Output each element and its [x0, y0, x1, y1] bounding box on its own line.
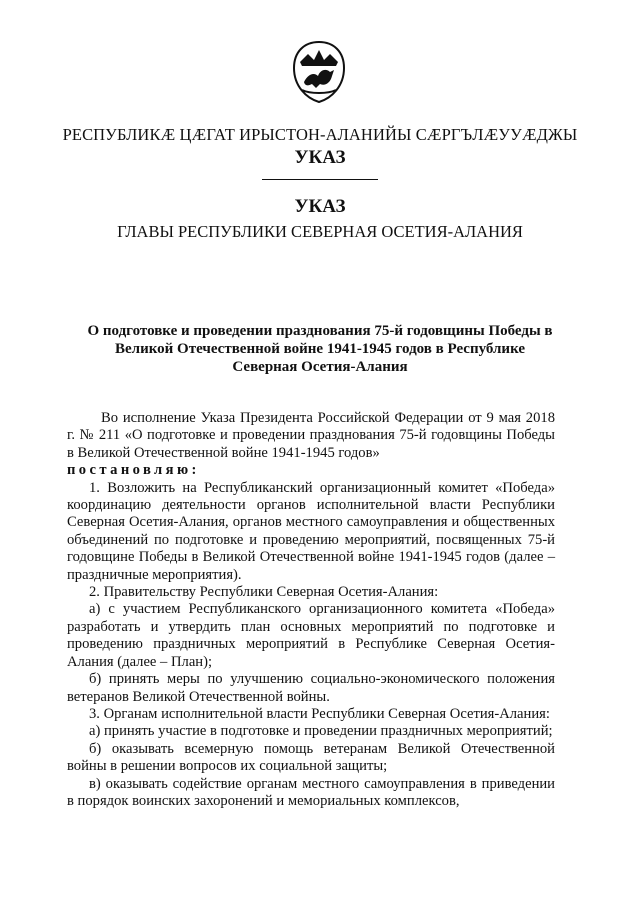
decree-title-line: Великой Отечественной войне 1941-1945 годов в Республике [114, 341, 526, 357]
russian-title: УКАЗ [294, 196, 346, 217]
coat-of-arms-icon [290, 40, 348, 104]
decree-title [80, 322, 560, 376]
decree-body [67, 410, 555, 810]
paragraph-3: 3. Органам исполнительной власти Республики Северная Осетия-Алания: [89, 705, 550, 722]
ossetian-title: УКАЗ [294, 147, 346, 168]
divider [262, 179, 378, 180]
paragraph-2b: б) принять меры по улучшению социально-экономического положения ветеранов Великой Отечественной войны. [67, 671, 555, 705]
paragraph-3b: б) оказывать всемерную помощь ветеранам Великой Отечественной войны в решении вопросов их социальной защиты; [67, 740, 555, 775]
decree-title-line: Северная Осетия-Алания [232, 359, 408, 375]
paragraph-3c: в) оказывать содействие органам местного самоуправления в приведении в порядок воинских захоронений и мемориальных комплексов, [67, 775, 555, 809]
issuer-subtitle: ГЛАВЫ РЕСПУБЛИКИ СЕВЕРНАЯ ОСЕТИЯ-АЛАНИЯ [117, 222, 523, 241]
ossetian-header: РЕСПУБЛИКӔ ЦӔГАТ ИРЫСТОН-АЛАНИЙЫ СӔРГЪЛӔУУӔДЖЫ [62, 125, 578, 144]
resolve-word: постановляю: [67, 462, 200, 479]
preamble: Во исполнение Указа Президента Российской Федерации от 9 мая 2018 г. № 211 «О подготовке и проведении празднования 75-й годовщины Победы в Великой Отечественной войне 1941-1945 годов» [67, 410, 555, 461]
paragraph-2: 2. Правительству Республики Северная Осетия-Алания: [89, 584, 439, 601]
paragraph-1: 1. Возложить на Республиканский организационный комитет «Победа» координацию деятельности органов исполнительной власти Республики Северная Осетия-Алания, органов местного самоуправления и общественных объединений по подготовке и проведению мероприятий, посвященных 75-й годовщине Победы в Великой Отечественной войне 1941-1945 годов (далее – праздничные мероприятия). [67, 479, 555, 583]
paragraph-2a: а) с участием Республиканского организационного комитета «Победа» разработать и утвердить план основных мероприятий по подготовке и проведению праздничных мероприятий в Республике Северная Осетия-Алания (далее – План); [67, 601, 555, 670]
paragraph-3a: а) принять участие в подготовке и проведении праздничных мероприятий; [89, 723, 553, 740]
decree-title-line: О подготовке и проведении празднования 75-й годовщины Победы в [87, 323, 553, 339]
